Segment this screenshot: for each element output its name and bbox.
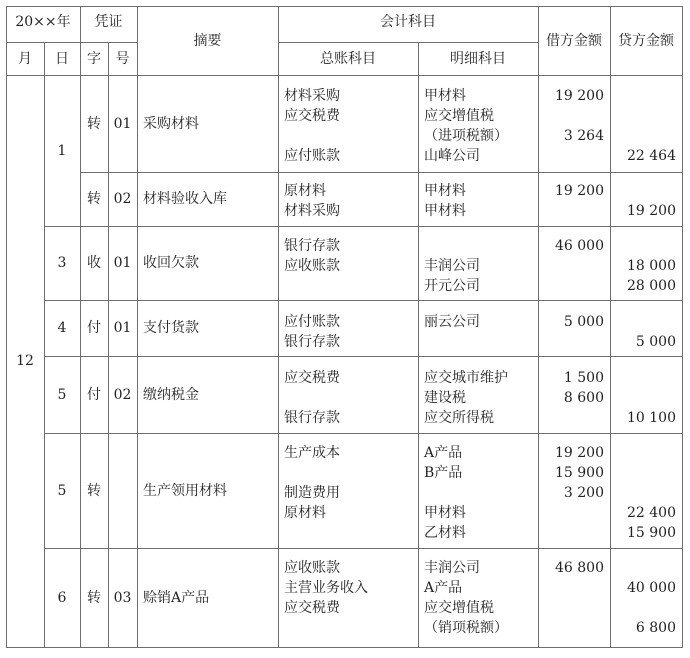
voucher-number-cell: 01 [113, 255, 132, 271]
voucher-word-cell: 付 [87, 386, 101, 403]
general-account-line: 银行存款 [284, 410, 340, 426]
credit-amount: 5 000 [635, 334, 676, 350]
debit-amount: 19 200 [555, 88, 604, 104]
credit-amount: 22 400 [627, 505, 676, 521]
voucher-number-cell: 02 [113, 191, 132, 207]
credit-amount: 28 000 [627, 278, 676, 294]
month-cell: 12 [16, 353, 34, 369]
row-line [44, 300, 682, 301]
credit-amount: 15 900 [627, 525, 676, 541]
detail-account-line: 山峰公司 [424, 148, 480, 164]
summary-cell: 生产领用材料 [143, 482, 227, 499]
credit-amount: 19 200 [627, 203, 676, 219]
summary-cell: 收回欠款 [143, 255, 199, 271]
general-account-line: 应交税费 [284, 600, 340, 616]
voucher-number-cell: 01 [113, 115, 132, 132]
debit-amount: 46 800 [555, 560, 604, 576]
detail-account-line: A产品 [424, 580, 463, 596]
general-account-line: 应付账款 [284, 148, 340, 164]
general-account-line: 原材料 [284, 505, 326, 521]
summary-cell: 材料验收入库 [143, 191, 227, 207]
general-account-line: 生产成本 [284, 445, 340, 461]
credit-amount: 18 000 [627, 258, 676, 274]
debit-amount: 3 200 [563, 485, 604, 501]
day-cell: 6 [57, 589, 67, 606]
header-detail-account: 明细科目 [450, 51, 506, 67]
detail-account-line: A产品 [424, 445, 463, 461]
header-credit: 贷方金额 [618, 33, 674, 49]
summary-cell: 缴纳税金 [143, 386, 199, 403]
detail-account-line: （进项税额） [424, 128, 508, 144]
voucher-number-cell: 03 [113, 589, 132, 606]
column-line [137, 6, 138, 647]
header-voucher: 凭证 [94, 14, 123, 30]
table-border-left [6, 6, 7, 647]
debit-amount: 46 000 [555, 238, 604, 254]
general-account-line: 银行存款 [284, 238, 340, 254]
debit-amount: 8 600 [563, 390, 604, 406]
general-account-line: 应交税费 [284, 370, 340, 386]
header-summary: 摘要 [193, 33, 222, 49]
table-border-bottom [6, 647, 682, 648]
column-line [610, 6, 611, 647]
day-cell: 5 [57, 386, 67, 403]
general-account-line: 材料采购 [284, 203, 340, 219]
detail-account-line: 丰润公司 [424, 560, 480, 576]
header-account: 会计科目 [380, 14, 436, 30]
general-account-line: 应交税费 [284, 108, 340, 124]
detail-account-line: 甲材料 [424, 183, 466, 199]
detail-account-line: 应交所得税 [424, 410, 494, 426]
header-voucher-number: 号 [115, 51, 130, 67]
row-line [44, 226, 682, 227]
debit-amount: 19 200 [555, 445, 604, 461]
column-line [418, 42, 419, 647]
detail-account-line: 应交城市维护 [424, 370, 508, 386]
voucher-word-cell: 转 [87, 191, 101, 207]
column-line [44, 42, 45, 75]
detail-account-line: B产品 [424, 465, 463, 481]
general-account-line: 银行存款 [284, 334, 340, 350]
table-border-right [682, 6, 683, 648]
summary-cell: 支付货款 [143, 320, 199, 336]
general-account-line: 材料采购 [284, 88, 340, 104]
credit-amount: 40 000 [627, 580, 676, 596]
header-divider [278, 42, 538, 43]
detail-account-line: 应交增值税 [424, 600, 494, 616]
voucher-word-cell: 转 [87, 115, 101, 132]
detail-account-line: 乙材料 [424, 525, 466, 541]
summary-cell: 赊销A产品 [143, 589, 210, 606]
header-divider [6, 42, 80, 43]
general-account-line: 制造费用 [284, 485, 340, 501]
header-debit: 借方金额 [546, 33, 602, 49]
general-account-line: 应付账款 [284, 314, 340, 330]
voucher-number-cell: 01 [113, 320, 132, 336]
detail-account-line: 甲材料 [424, 203, 466, 219]
credit-amount: 10 100 [627, 410, 676, 426]
detail-account-line: 应交增值税 [424, 108, 494, 124]
voucher-number-cell: 02 [113, 386, 132, 403]
debit-amount: 5 000 [563, 314, 604, 330]
debit-amount: 19 200 [555, 183, 604, 199]
detail-account-line: 开元公司 [424, 278, 480, 294]
credit-amount: 22 464 [627, 148, 676, 164]
header-day: 日 [55, 51, 69, 67]
row-line [44, 356, 682, 357]
column-line [44, 75, 45, 647]
row-line [44, 548, 682, 549]
general-account-line: 原材料 [284, 183, 326, 199]
general-account-line: 应收账款 [284, 560, 340, 576]
general-account-line: 应收账款 [284, 258, 340, 274]
voucher-word-cell: 转 [87, 589, 101, 606]
voucher-word-cell: 付 [87, 320, 101, 336]
general-account-line: 主营业务收入 [284, 580, 368, 596]
column-line [278, 6, 279, 647]
header-general-account: 总账科目 [320, 51, 376, 67]
row-line [44, 433, 682, 434]
summary-cell: 采购材料 [143, 115, 199, 132]
header-month: 月 [18, 51, 32, 67]
debit-amount: 1 500 [563, 370, 604, 386]
voucher-word-cell: 转 [87, 482, 101, 499]
detail-account-line: 甲材料 [424, 88, 466, 104]
day-cell: 1 [57, 142, 67, 159]
detail-account-line: 丽云公司 [424, 314, 480, 330]
detail-account-line: （销项税额） [424, 620, 508, 636]
debit-amount: 15 900 [555, 465, 604, 481]
header-year: 20××年 [15, 14, 71, 30]
detail-account-line: 建设税 [424, 390, 466, 406]
voucher-word-cell: 收 [87, 255, 101, 271]
day-cell: 4 [57, 320, 67, 336]
day-cell: 3 [57, 255, 67, 271]
table-border-top [6, 6, 682, 7]
detail-account-line: 甲材料 [424, 505, 466, 521]
detail-account-line: 丰润公司 [424, 258, 480, 274]
credit-amount: 6 800 [635, 620, 676, 636]
header-voucher-word: 字 [87, 51, 101, 67]
debit-amount: 3 264 [563, 128, 604, 144]
day-cell: 5 [57, 482, 67, 499]
row-line [80, 172, 682, 173]
